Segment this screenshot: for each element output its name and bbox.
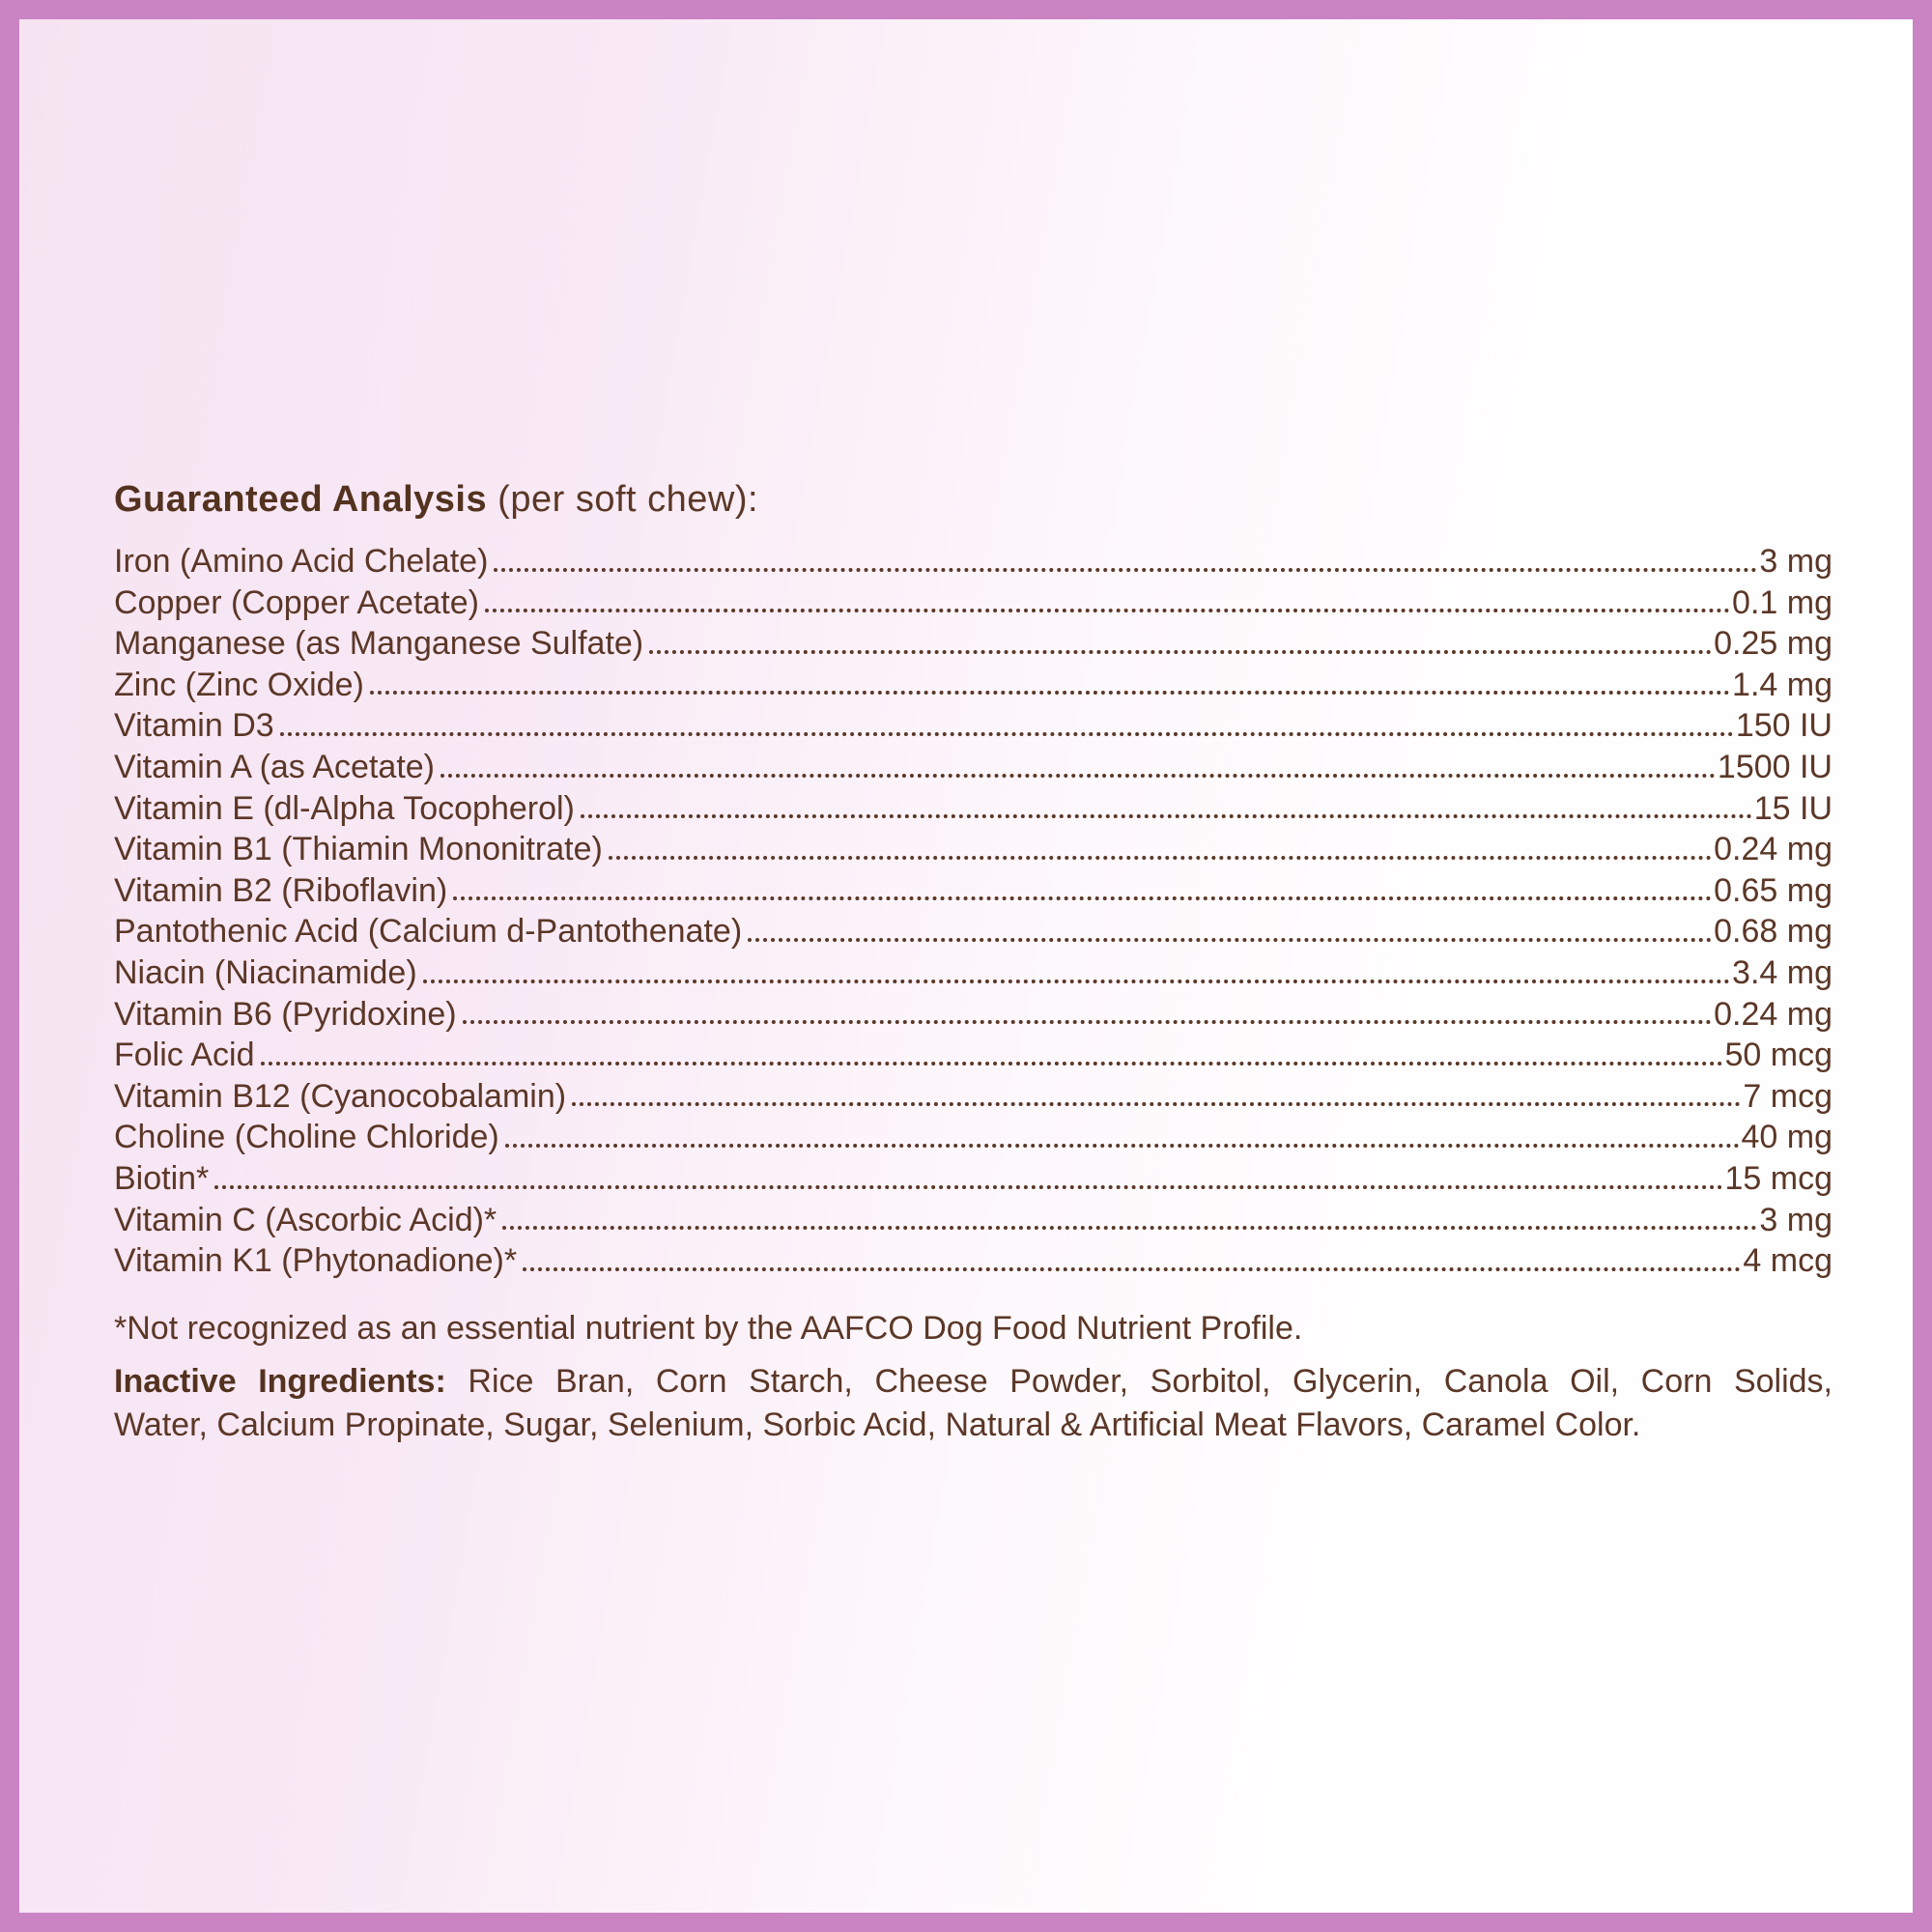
table-row: [114, 829, 1833, 870]
nutrient-name: Zinc (Zinc Oxide): [114, 666, 364, 703]
nutrient-name: Choline (Choline Chloride): [114, 1119, 499, 1156]
nutrient-name: Vitamin B6 (Pyridoxine): [114, 995, 457, 1033]
dotted-leader: [370, 691, 1730, 695]
inactive-ingredients: [114, 1360, 1833, 1447]
nutrient-amount: 150 IU: [1735, 707, 1833, 745]
dotted-leader: [748, 938, 1712, 942]
inactive-ingredients-list-part1: Rice Bran, Corn Starch, Cheese Powder, Sorbitol, Glycerin, Canola Oil, Corn Solids,: [445, 1363, 1833, 1400]
dotted-leader: [280, 732, 1734, 736]
dotted-leader: [214, 1185, 1722, 1189]
dotted-leader: [505, 1144, 1740, 1148]
nutrient-amount: 0.1 mg: [1732, 583, 1833, 621]
inactive-ingredients-line1: [114, 1360, 1833, 1404]
nutrient-name: Manganese (as Manganese Sulfate): [114, 625, 644, 663]
table-row: [114, 541, 1833, 582]
nutrient-amount: 1.4 mg: [1732, 666, 1833, 703]
dotted-leader: [453, 896, 1712, 900]
dotted-leader: [523, 1267, 1741, 1271]
aafco-footnote: *Not recognized as an essential nutrient by the AAFCO Dog Food Nutrient Profile.: [114, 1310, 1303, 1347]
dotted-leader: [261, 1062, 1723, 1065]
heading-main: Guaranteed Analysis: [114, 479, 488, 520]
nutrient-name: Vitamin E (dl-Alpha Tocopherol): [114, 789, 575, 827]
table-row: [114, 747, 1833, 788]
nutrient-name: Vitamin B2 (Riboflavin): [114, 871, 448, 909]
inactive-ingredients-line2: Water, Calcium Propinate, Sugar, Selenium, Sorbic Acid, Natural & Artificial Meat Flavors, Caramel Color.: [114, 1406, 1641, 1443]
nutrient-amount: 0.68 mg: [1714, 913, 1833, 951]
dotted-leader: [572, 1102, 1741, 1106]
nutrient-name: Vitamin K1 (Phytonadione)*: [114, 1242, 518, 1280]
dotted-leader: [649, 650, 1712, 654]
inactive-ingredients-label: Inactive Ingredients:: [114, 1363, 446, 1400]
nutrient-name: Niacin (Niacinamide): [114, 953, 417, 991]
nutrient-amount: 0.65 mg: [1714, 871, 1833, 909]
nutrient-name: Folic Acid: [114, 1037, 255, 1074]
table-row: [114, 994, 1833, 1036]
nutrient-amount: 1500 IU: [1717, 748, 1833, 785]
nutrient-name: Copper (Copper Acetate): [114, 583, 479, 621]
nutrient-name: Vitamin C (Ascorbic Acid)*: [114, 1201, 497, 1238]
guaranteed-analysis-table: [114, 541, 1833, 1282]
nutrient-amount: 15 IU: [1753, 789, 1833, 827]
nutrient-name: Iron (Amino Acid Chelate): [114, 543, 489, 580]
nutrient-amount: 50 mcg: [1724, 1037, 1833, 1074]
dotted-leader: [440, 774, 1716, 778]
nutrient-name: Vitamin D3: [114, 707, 274, 745]
table-row: [114, 952, 1833, 994]
table-row: [114, 1117, 1833, 1158]
table-row: [114, 1158, 1833, 1200]
nutrient-amount: 3.4 mg: [1732, 953, 1833, 991]
table-row: [114, 1240, 1833, 1282]
table-row: [114, 788, 1833, 830]
nutrient-amount: 0.24 mg: [1714, 995, 1833, 1033]
nutrient-amount: 0.25 mg: [1714, 625, 1833, 663]
nutrient-name: Pantothenic Acid (Calcium d-Pantothenate): [114, 913, 743, 951]
dotted-leader: [581, 814, 1752, 818]
dotted-leader: [423, 980, 1730, 983]
nutrient-amount: 0.24 mg: [1714, 831, 1833, 868]
table-row: [114, 705, 1833, 747]
table-row: [114, 665, 1833, 706]
table-row: [114, 911, 1833, 952]
dotted-leader: [463, 1020, 1713, 1024]
dotted-leader: [502, 1226, 1757, 1230]
dotted-leader: [485, 609, 1730, 612]
nutrient-amount: 3 mg: [1759, 543, 1833, 580]
table-row: [114, 1200, 1833, 1241]
table-row: [114, 623, 1833, 665]
nutrient-name: Biotin*: [114, 1159, 210, 1197]
table-row: [114, 870, 1833, 912]
guaranteed-analysis-heading: [114, 477, 758, 522]
table-row: [114, 582, 1833, 624]
table-row: [114, 1035, 1833, 1076]
nutrient-amount: 7 mcg: [1743, 1077, 1833, 1115]
nutrient-name: Vitamin B12 (Cyanocobalamin): [114, 1077, 567, 1115]
nutrient-amount: 3 mg: [1759, 1201, 1833, 1238]
nutrient-amount: 4 mcg: [1743, 1242, 1833, 1280]
nutrient-name: Vitamin B1 (Thiamin Mononitrate): [114, 831, 603, 868]
heading-suffix: (per soft chew):: [487, 479, 759, 520]
nutrient-name: Vitamin A (as Acetate): [114, 748, 435, 785]
nutrient-amount: 15 mcg: [1724, 1159, 1833, 1197]
dotted-leader: [494, 568, 1757, 572]
table-row: [114, 1076, 1833, 1118]
nutrient-amount: 40 mg: [1741, 1119, 1833, 1156]
dotted-leader: [609, 856, 1712, 860]
